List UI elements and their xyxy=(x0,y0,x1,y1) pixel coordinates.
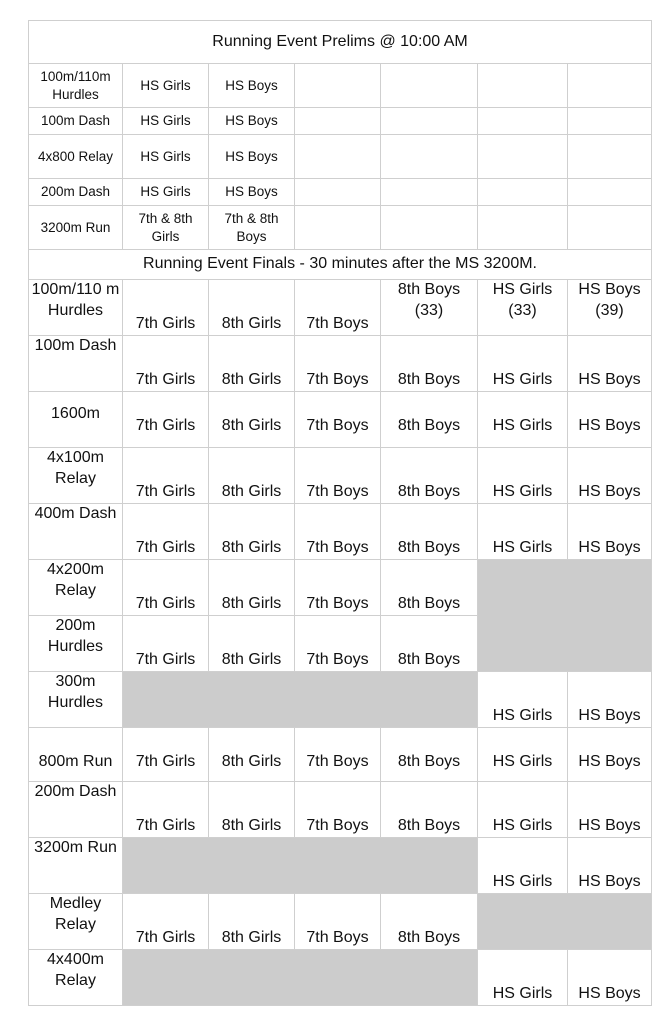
table-cell: 8th Girls xyxy=(209,504,295,560)
event-name: 3200m Run xyxy=(29,838,123,894)
table-cell: HS Girls xyxy=(478,782,568,838)
table-cell: 8th Boys (33) xyxy=(381,280,478,336)
table-cell: 8th Girls xyxy=(209,448,295,504)
event-name: 800m Run xyxy=(29,728,123,782)
table-cell: 7th & 8th Girls xyxy=(123,206,209,250)
table-cell: HS Boys xyxy=(568,950,652,1006)
table-cell xyxy=(381,108,478,135)
table-cell: 8th Girls xyxy=(209,728,295,782)
table-row xyxy=(29,894,652,950)
table-cell: HS Boys xyxy=(568,728,652,782)
table-cell: HS Boys xyxy=(568,672,652,728)
table-cell xyxy=(568,135,652,179)
event-name: 4x200m Relay xyxy=(29,560,123,616)
table-cell: HS Girls xyxy=(123,135,209,179)
event-name: 200m Dash xyxy=(29,782,123,838)
table-cell: HS Girls xyxy=(123,64,209,108)
table-cell: HS Girls xyxy=(478,838,568,894)
table-cell xyxy=(478,206,568,250)
table-cell: HS Girls xyxy=(478,950,568,1006)
table-cell: HS Boys xyxy=(568,504,652,560)
table-cell: 7th Boys xyxy=(295,392,381,448)
table-cell: 8th Boys xyxy=(381,728,478,782)
table-cell: 7th & 8th Boys xyxy=(209,206,295,250)
table-cell: HS Girls xyxy=(478,672,568,728)
empty-cell xyxy=(478,560,652,672)
table-cell xyxy=(478,64,568,108)
table-cell: HS Girls xyxy=(478,336,568,392)
finals-header-row xyxy=(29,250,652,280)
table-cell: 7th Girls xyxy=(123,560,209,616)
table-cell: 7th Girls xyxy=(123,894,209,950)
table-cell xyxy=(568,108,652,135)
empty-cell xyxy=(123,950,478,1006)
table-cell: HS Boys (39) xyxy=(568,280,652,336)
table-row xyxy=(29,728,652,782)
table-cell: HS Boys xyxy=(568,782,652,838)
table-cell xyxy=(381,206,478,250)
table-row xyxy=(29,206,652,250)
table-row xyxy=(29,135,652,179)
table-cell: 8th Boys xyxy=(381,560,478,616)
table-cell: HS Boys xyxy=(568,392,652,448)
table-cell xyxy=(568,64,652,108)
table-cell xyxy=(295,64,381,108)
table-cell: 8th Boys xyxy=(381,894,478,950)
table-cell: 8th Girls xyxy=(209,392,295,448)
table-cell: HS Girls xyxy=(478,392,568,448)
table-row xyxy=(29,336,652,392)
event-name: 100m Dash xyxy=(29,108,123,135)
table-cell: 8th Girls xyxy=(209,560,295,616)
table-cell: 7th Boys xyxy=(295,894,381,950)
table-cell: 7th Boys xyxy=(295,728,381,782)
event-name: 400m Dash xyxy=(29,504,123,560)
event-name: Medley Relay xyxy=(29,894,123,950)
table-cell: HS Boys xyxy=(568,448,652,504)
event-name: 1600m xyxy=(29,392,123,448)
event-name: 3200m Run xyxy=(29,206,123,250)
table-cell xyxy=(295,179,381,206)
finals-title: Running Event Finals - 30 minutes after the MS 3200M. xyxy=(29,250,652,280)
table-cell: 7th Boys xyxy=(295,782,381,838)
table-cell: 8th Boys xyxy=(381,336,478,392)
table-row xyxy=(29,64,652,108)
table-row xyxy=(29,280,652,336)
event-name: 4x400m Relay xyxy=(29,950,123,1006)
table-row xyxy=(29,108,652,135)
table-cell: 7th Boys xyxy=(295,504,381,560)
table-cell xyxy=(381,135,478,179)
table-row xyxy=(29,560,652,616)
table-cell: HS Girls xyxy=(123,108,209,135)
table-cell: HS Girls xyxy=(478,728,568,782)
table-cell: 8th Girls xyxy=(209,894,295,950)
empty-cell xyxy=(478,894,652,950)
prelims-title: Running Event Prelims @ 10:00 AM xyxy=(29,21,652,64)
table-cell: 7th Girls xyxy=(123,336,209,392)
table-cell: 8th Girls xyxy=(209,782,295,838)
table-row xyxy=(29,448,652,504)
prelims-header-row xyxy=(29,21,652,64)
table-cell: 7th Boys xyxy=(295,560,381,616)
table-cell: 8th Boys xyxy=(381,392,478,448)
table-cell xyxy=(295,206,381,250)
event-name: 200m Hurdles xyxy=(29,616,123,672)
table-cell: 8th Girls xyxy=(209,616,295,672)
table-row xyxy=(29,672,652,728)
table-cell xyxy=(568,179,652,206)
event-name: 100m/110m Hurdles xyxy=(29,64,123,108)
table-cell xyxy=(568,206,652,250)
table-cell: HS Girls xyxy=(123,179,209,206)
table-cell: HS Boys xyxy=(209,135,295,179)
table-row xyxy=(29,179,652,206)
table-cell xyxy=(381,179,478,206)
table-cell: HS Girls xyxy=(478,448,568,504)
table-cell: HS Boys xyxy=(209,64,295,108)
table-cell: 8th Girls xyxy=(209,336,295,392)
table-cell: 7th Boys xyxy=(295,448,381,504)
table-cell: 7th Girls xyxy=(123,448,209,504)
event-name: 100m Dash xyxy=(29,336,123,392)
event-name: 4x100m Relay xyxy=(29,448,123,504)
event-name: 300m Hurdles xyxy=(29,672,123,728)
table-cell: 7th Girls xyxy=(123,392,209,448)
table-row xyxy=(29,838,652,894)
table-cell xyxy=(478,135,568,179)
table-cell: 7th Girls xyxy=(123,728,209,782)
table-cell: 7th Boys xyxy=(295,616,381,672)
table-cell: 8th Boys xyxy=(381,616,478,672)
table-cell: 7th Boys xyxy=(295,336,381,392)
table-cell xyxy=(295,135,381,179)
table-cell: 8th Girls xyxy=(209,280,295,336)
table-cell: 7th Girls xyxy=(123,782,209,838)
table-cell: HS Girls (33) xyxy=(478,280,568,336)
table-cell: HS Girls xyxy=(478,504,568,560)
table-cell: 7th Girls xyxy=(123,616,209,672)
table-row xyxy=(29,504,652,560)
table-row xyxy=(29,782,652,838)
table-cell: 7th Girls xyxy=(123,280,209,336)
empty-cell xyxy=(123,672,478,728)
table-cell xyxy=(295,108,381,135)
table-row xyxy=(29,950,652,1006)
table-cell: HS Boys xyxy=(568,838,652,894)
table-cell: 7th Girls xyxy=(123,504,209,560)
empty-cell xyxy=(123,838,478,894)
table-cell: 8th Boys xyxy=(381,782,478,838)
table-cell xyxy=(381,64,478,108)
table-cell: 7th Boys xyxy=(295,280,381,336)
event-name: 4x800 Relay xyxy=(29,135,123,179)
schedule-table xyxy=(28,20,652,1006)
table-cell: HS Boys xyxy=(568,336,652,392)
table-cell: HS Boys xyxy=(209,179,295,206)
table-cell xyxy=(478,179,568,206)
table-cell: 8th Boys xyxy=(381,504,478,560)
table-cell: 8th Boys xyxy=(381,448,478,504)
table-row xyxy=(29,392,652,448)
table-cell: HS Boys xyxy=(209,108,295,135)
event-name: 200m Dash xyxy=(29,179,123,206)
table-cell xyxy=(478,108,568,135)
event-name: 100m/110 m Hurdles xyxy=(29,280,123,336)
